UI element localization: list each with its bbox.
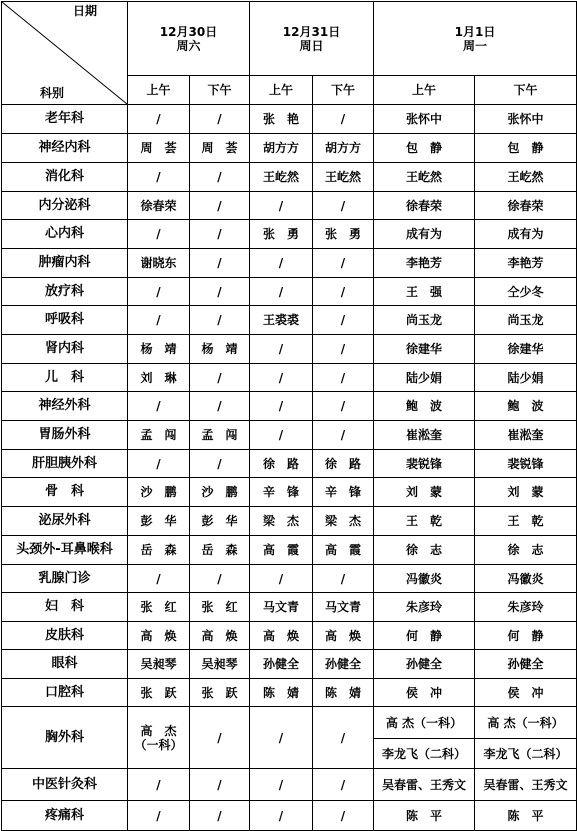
date-axis-label: 日期 (72, 4, 97, 18)
dept-cell: 内分泌科 (2, 192, 128, 220)
schedule-cell: 张 红 (190, 593, 250, 622)
header-corner-cell (2, 2, 128, 105)
schedule-cell: / (128, 163, 190, 192)
schedule-row (2, 622, 577, 650)
dept-cell: 乳腺门诊 (2, 565, 128, 593)
schedule-cell: / (190, 707, 250, 769)
dept-cell: 呼吸科 (2, 306, 128, 335)
dept-cell: 骨 科 (2, 478, 128, 507)
schedule-cell: / (250, 192, 313, 220)
schedule-cell: / (313, 364, 374, 392)
schedule-row (2, 565, 577, 593)
schedule-cell: 侯 冲 (475, 679, 577, 707)
dept-cell: 泌尿外科 (2, 507, 128, 536)
period-header: 上午 (374, 76, 475, 105)
schedule-cell: 胡方方 (313, 134, 374, 163)
schedule-row (2, 478, 577, 507)
dept-cell: 神经外科 (2, 392, 128, 421)
schedule-cell: 高 霞 (250, 536, 313, 565)
date-label: 1月1日 (454, 24, 496, 39)
schedule-cell: 孙健全 (475, 650, 577, 679)
schedule-cell: 沙 鹏 (190, 478, 250, 507)
schedule-cell: / (250, 278, 313, 306)
schedule-cell: 王 强 (374, 278, 475, 306)
schedule-cell: 辛 锋 (250, 478, 313, 507)
schedule-cell: 吴春雷、王秀文 (475, 769, 577, 801)
schedule-cell: 吴春雷、王秀文 (374, 769, 475, 801)
schedule-cell: 李艳芳 (374, 249, 475, 278)
schedule-cell: 王裘裘 (250, 306, 313, 335)
schedule-cell: / (250, 769, 313, 801)
schedule-cell: 王 乾 (374, 507, 475, 536)
schedule-cell: 高 焕 (250, 622, 313, 650)
schedule-row (2, 650, 577, 679)
schedule-cell: / (128, 278, 190, 306)
schedule-cell: 崔淞奎 (475, 421, 577, 450)
schedule-cell: 徐春荣 (475, 192, 577, 220)
schedule-cell: 杨 靖 (190, 335, 250, 364)
dept-cell: 神经内科 (2, 134, 128, 163)
schedule-cell: 裴锐锋 (374, 450, 475, 478)
schedule-row (2, 679, 577, 707)
schedule-cell: 孟 闯 (128, 421, 190, 450)
schedule-cell: / (313, 707, 374, 769)
schedule-row (2, 364, 577, 392)
schedule-cell: 鲍 波 (475, 392, 577, 421)
schedule-cell: / (250, 801, 313, 831)
schedule-cell: / (190, 565, 250, 593)
date-label: 12月31日 (282, 24, 341, 39)
dept-cell: 胸外科 (2, 707, 128, 769)
schedule-cell: 陆少娟 (475, 364, 577, 392)
schedule-row (2, 192, 577, 220)
schedule-cell: / (313, 392, 374, 421)
schedule-cell: 梁 杰 (313, 507, 374, 536)
schedule-cell: / (128, 392, 190, 421)
schedule-cell: 张 勇 (250, 220, 313, 249)
schedule-cell: 包 静 (374, 134, 475, 163)
schedule-cell: 朱彦玲 (374, 593, 475, 622)
dept-cell: 肿瘤内科 (2, 249, 128, 278)
schedule-cell: / (313, 565, 374, 593)
schedule-cell: 徐 路 (313, 450, 374, 478)
department-axis-label: 科别 (40, 86, 65, 100)
schedule-cell: 岳 森 (128, 536, 190, 565)
schedule-cell: 何 静 (475, 622, 577, 650)
schedule-cell: 吴昶琴 (128, 650, 190, 679)
schedule-row (2, 421, 577, 450)
dept-cell: 心内科 (2, 220, 128, 249)
schedule-row (2, 507, 577, 536)
schedule-cell: 徐 志 (475, 536, 577, 565)
schedule-cell: / (128, 565, 190, 593)
schedule-cell: 孙健全 (374, 650, 475, 679)
date-label: 12月30日 (159, 24, 218, 39)
schedule-row (2, 278, 577, 306)
schedule-cell: / (190, 163, 250, 192)
schedule-cell: 高 焕 (128, 622, 190, 650)
schedule-cell: / (128, 801, 190, 831)
schedule-cell: / (190, 220, 250, 249)
schedule-cell: / (190, 801, 250, 831)
schedule-cell: 仝少冬 (475, 278, 577, 306)
schedule-cell: 陈 平 (475, 801, 577, 831)
schedule-cell: 马文青 (250, 593, 313, 622)
weekday-label: 周一 (463, 38, 488, 53)
schedule-cell: 陈 婧 (313, 679, 374, 707)
schedule-cell: 徐 路 (250, 450, 313, 478)
schedule-cell: 彭 华 (128, 507, 190, 536)
schedule-cell: 陈 平 (374, 801, 475, 831)
date-header-dec30 (128, 2, 250, 76)
schedule-cell: / (190, 278, 250, 306)
schedule-cell: 朱彦玲 (475, 593, 577, 622)
schedule-cell: 高 杰（一科） (475, 707, 577, 739)
schedule-cell: / (313, 801, 374, 831)
schedule-cell: 张怀中 (475, 105, 577, 134)
schedule-cell: 王屹然 (374, 163, 475, 192)
dept-cell: 老年科 (2, 105, 128, 134)
schedule-cell: 张怀中 (374, 105, 475, 134)
schedule-cell: 张 跃 (128, 679, 190, 707)
schedule-table (1, 1, 577, 831)
date-header-jan1 (374, 2, 577, 76)
dept-cell: 儿 科 (2, 364, 128, 392)
dept-cell: 中医针灸科 (2, 769, 128, 801)
schedule-cell: / (190, 249, 250, 278)
schedule-row (2, 220, 577, 249)
schedule-cell: / (190, 392, 250, 421)
schedule-cell: 成有为 (475, 220, 577, 249)
dept-cell: 眼科 (2, 650, 128, 679)
schedule-cell: 成有为 (374, 220, 475, 249)
schedule-row (2, 593, 577, 622)
schedule-cell: / (128, 306, 190, 335)
schedule-cell: 高 焕 (313, 622, 374, 650)
schedule-cell: 孟 闯 (190, 421, 250, 450)
schedule-cell: 周 荟 (190, 134, 250, 163)
schedule-row (2, 450, 577, 478)
schedule-cell: 岳 森 (190, 536, 250, 565)
schedule-cell: / (313, 249, 374, 278)
schedule-cell: / (250, 565, 313, 593)
schedule-cell: 徐建华 (475, 335, 577, 364)
schedule-cell: 张 艳 (250, 105, 313, 134)
schedule-cell: 陆少娟 (374, 364, 475, 392)
period-header: 下午 (475, 76, 577, 105)
weekday-label: 周日 (299, 38, 324, 53)
schedule-cell: 马文青 (313, 593, 374, 622)
doctor-unit: （一科） (134, 737, 183, 752)
schedule-cell: 冯徽炎 (374, 565, 475, 593)
schedule-cell (128, 707, 190, 769)
schedule-cell: / (250, 249, 313, 278)
schedule-row (2, 306, 577, 335)
schedule-cell: 鲍 波 (374, 392, 475, 421)
schedule-cell: 梁 杰 (250, 507, 313, 536)
schedule-cell: / (313, 421, 374, 450)
schedule-cell: / (128, 450, 190, 478)
schedule-cell: 张 红 (128, 593, 190, 622)
schedule-cell: 陈 婧 (250, 679, 313, 707)
schedule-cell: 李艳芳 (475, 249, 577, 278)
schedule-cell: / (128, 105, 190, 134)
schedule-cell: 何 静 (374, 622, 475, 650)
schedule-cell: 尚玉龙 (475, 306, 577, 335)
period-header: 下午 (313, 76, 374, 105)
date-header-dec31 (250, 2, 374, 76)
schedule-cell: / (190, 306, 250, 335)
schedule-cell: 高 焕 (190, 622, 250, 650)
schedule-cell: / (250, 421, 313, 450)
dept-cell: 妇 科 (2, 593, 128, 622)
schedule-row (2, 536, 577, 565)
schedule-cell: 崔淞奎 (374, 421, 475, 450)
schedule-cell: / (190, 105, 250, 134)
schedule-cell: / (250, 392, 313, 421)
dept-cell: 消化科 (2, 163, 128, 192)
dept-cell: 放疗科 (2, 278, 128, 306)
schedule-cell: / (313, 192, 374, 220)
dept-cell: 肝胆胰外科 (2, 450, 128, 478)
schedule-row (2, 163, 577, 192)
schedule-cell: / (250, 707, 313, 769)
schedule-row (2, 335, 577, 364)
schedule-row (2, 801, 577, 831)
schedule-cell: 刘 琳 (128, 364, 190, 392)
dept-cell: 皮肤科 (2, 622, 128, 650)
schedule-cell: / (190, 769, 250, 801)
schedule-cell: 裴锐锋 (475, 450, 577, 478)
schedule-cell: 徐春荣 (374, 192, 475, 220)
schedule-cell: / (313, 278, 374, 306)
schedule-cell: 李龙飞（二科） (475, 739, 577, 769)
schedule-cell: 周 荟 (128, 134, 190, 163)
schedule-cell: 王屹然 (475, 163, 577, 192)
schedule-cell: 张 跃 (190, 679, 250, 707)
schedule-cell: 尚玉龙 (374, 306, 475, 335)
schedule-cell: 刘 蒙 (374, 478, 475, 507)
schedule-cell: 徐春荣 (128, 192, 190, 220)
schedule-cell: / (250, 335, 313, 364)
schedule-cell: / (313, 769, 374, 801)
schedule-cell: 冯徽炎 (475, 565, 577, 593)
schedule-row (2, 392, 577, 421)
period-header: 下午 (190, 76, 250, 105)
doctor-name: 高 杰 (140, 723, 177, 738)
period-header: 上午 (128, 76, 190, 105)
weekday-label: 周六 (176, 38, 201, 53)
schedule-cell: 王 乾 (475, 507, 577, 536)
schedule-cell: 彭 华 (190, 507, 250, 536)
schedule-cell: / (128, 769, 190, 801)
schedule-cell: 侯 冲 (374, 679, 475, 707)
schedule-cell: / (190, 192, 250, 220)
dept-cell: 头颈外-耳鼻喉科 (2, 536, 128, 565)
schedule-cell: / (313, 306, 374, 335)
period-header: 上午 (250, 76, 313, 105)
schedule-cell: / (128, 220, 190, 249)
schedule-row (2, 105, 577, 134)
dept-cell: 胃肠外科 (2, 421, 128, 450)
dept-cell: 口腔科 (2, 679, 128, 707)
schedule-cell: / (313, 105, 374, 134)
schedule-cell: 刘 蒙 (475, 478, 577, 507)
schedule-cell: 胡方方 (250, 134, 313, 163)
schedule-cell: / (250, 364, 313, 392)
schedule-row (2, 769, 577, 801)
dept-cell: 肾内科 (2, 335, 128, 364)
schedule-cell: 孙健全 (313, 650, 374, 679)
schedule-cell: 孙健全 (250, 650, 313, 679)
schedule-cell: 高 杰（一科） (374, 707, 475, 739)
schedule-cell: 张 勇 (313, 220, 374, 249)
diagonal-divider (2, 2, 127, 104)
schedule-cell: 徐 志 (374, 536, 475, 565)
schedule-row (2, 249, 577, 278)
schedule-cell: 王屹然 (313, 163, 374, 192)
schedule-cell: / (190, 450, 250, 478)
schedule-cell: 杨 靖 (128, 335, 190, 364)
schedule-cell: 辛 锋 (313, 478, 374, 507)
schedule-cell: 包 静 (475, 134, 577, 163)
schedule-cell: / (313, 335, 374, 364)
schedule-cell: 吴昶琴 (190, 650, 250, 679)
dept-cell: 疼痛科 (2, 801, 128, 831)
schedule-cell: 高 霞 (313, 536, 374, 565)
schedule-row (2, 134, 577, 163)
schedule-cell: / (190, 364, 250, 392)
schedule-cell: 谢晓东 (128, 249, 190, 278)
schedule-cell: 沙 鹏 (128, 478, 190, 507)
schedule-cell: 王屹然 (250, 163, 313, 192)
schedule-cell: 徐建华 (374, 335, 475, 364)
schedule-cell: 李龙飞（二科） (374, 739, 475, 769)
